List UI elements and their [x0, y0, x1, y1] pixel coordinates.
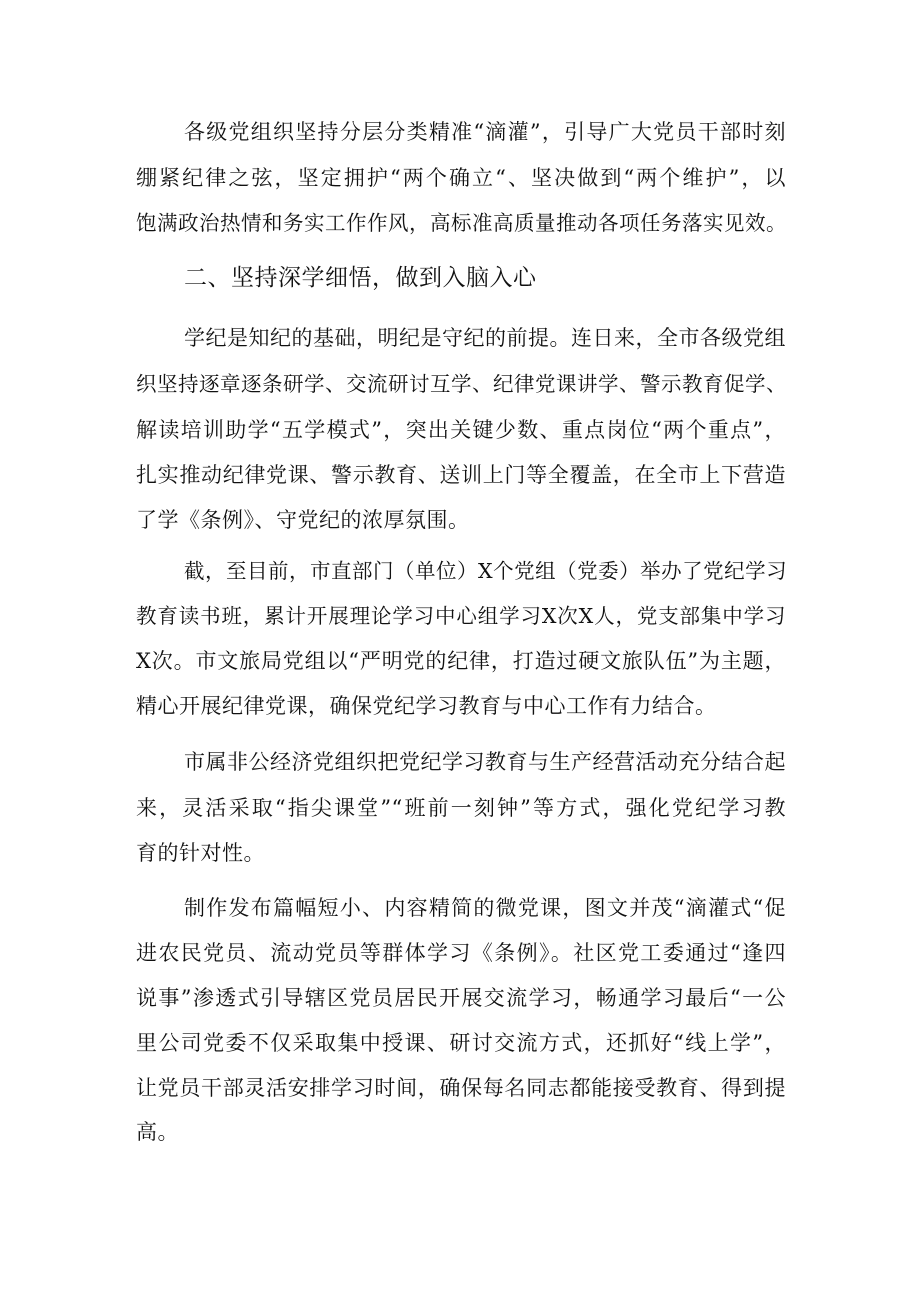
paragraph-1-line-2: 绷紧纪律之弦，坚定拥护“两个确立“、坚决做到“两个维护”，以 [136, 166, 786, 190]
paragraph-5-line-2: 进农民党员、流动党员等群体学习《条例》。社区党工委通过“逢四 [136, 941, 786, 965]
paragraph-4-line-2: 来，灵活采取“指尖课堂”“班前一刻钟”等方式，强化党纪学习教 [136, 796, 786, 820]
paragraph-5-line-1: 制作发布篇幅短小、内容精简的微党课，图文并茂“滴灌式“促 [184, 896, 786, 920]
paragraph-5-line-5: 让党员干部灵活安排学习时间，确保每名同志都能接受教育、得到提 [136, 1076, 786, 1100]
paragraph-5-line-4: 里公司党委不仅采取集中授课、研讨交流方式，还抓好“线上学”， [136, 1031, 786, 1055]
paragraph-3-line-3: X次。市文旅局党组以“严明党的纪律，打造过硬文旅队伍”为主题， [136, 649, 786, 673]
section-heading-2: 二、坚持深学细悟，做到入脑入心 [184, 265, 537, 291]
paragraph-3-line-2: 教育读书班，累计开展理论学习中心组学习X次X人，党支部集中学习 [136, 604, 786, 628]
paragraph-4-line-3: 育的针对性。 [136, 841, 265, 865]
paragraph-5-line-3: 说事”渗透式引导辖区党员居民开展交流学习，畅通学习最后“一公 [136, 986, 786, 1010]
paragraph-2-line-3: 解读培训助学“五学模式”，突出关键少数、重点岗位“两个重点”， [136, 418, 786, 442]
paragraph-5-line-6: 高。 [136, 1120, 179, 1144]
paragraph-2-line-2: 织坚持逐章逐条研学、交流研讨互学、纪律党课讲学、警示教育促学、 [136, 372, 787, 396]
paragraph-3-line-1: 截，至目前，市直部门（单位）X个党组（党委）举办了党纪学习 [184, 559, 788, 583]
paragraph-2-line-4: 扎实推动纪律党课、警示教育、送训上门等全覆盖，在全市上下营造 [136, 463, 786, 487]
paragraph-2-line-1: 学纪是知纪的基础，明纪是守纪的前提。连日来，全市各级党组 [184, 326, 786, 350]
paragraph-4-line-1: 市属非公经济党组织把党纪学习教育与生产经营活动充分结合起 [184, 750, 786, 774]
paragraph-2-line-5: 了学《条例》、守党纪的浓厚氛围。 [136, 508, 470, 532]
paragraph-1-line-1: 各级党组织坚持分层分类精准“滴灌”，引导广大党员干部时刻 [184, 120, 786, 144]
paragraph-1-line-3: 饱满政治热情和务实工作作风，高标准高质量推动各项任务落实见效。 [136, 211, 787, 235]
paragraph-3-line-4: 精心开展纪律党课，确保党纪学习教育与中心工作有力结合。 [136, 694, 717, 718]
